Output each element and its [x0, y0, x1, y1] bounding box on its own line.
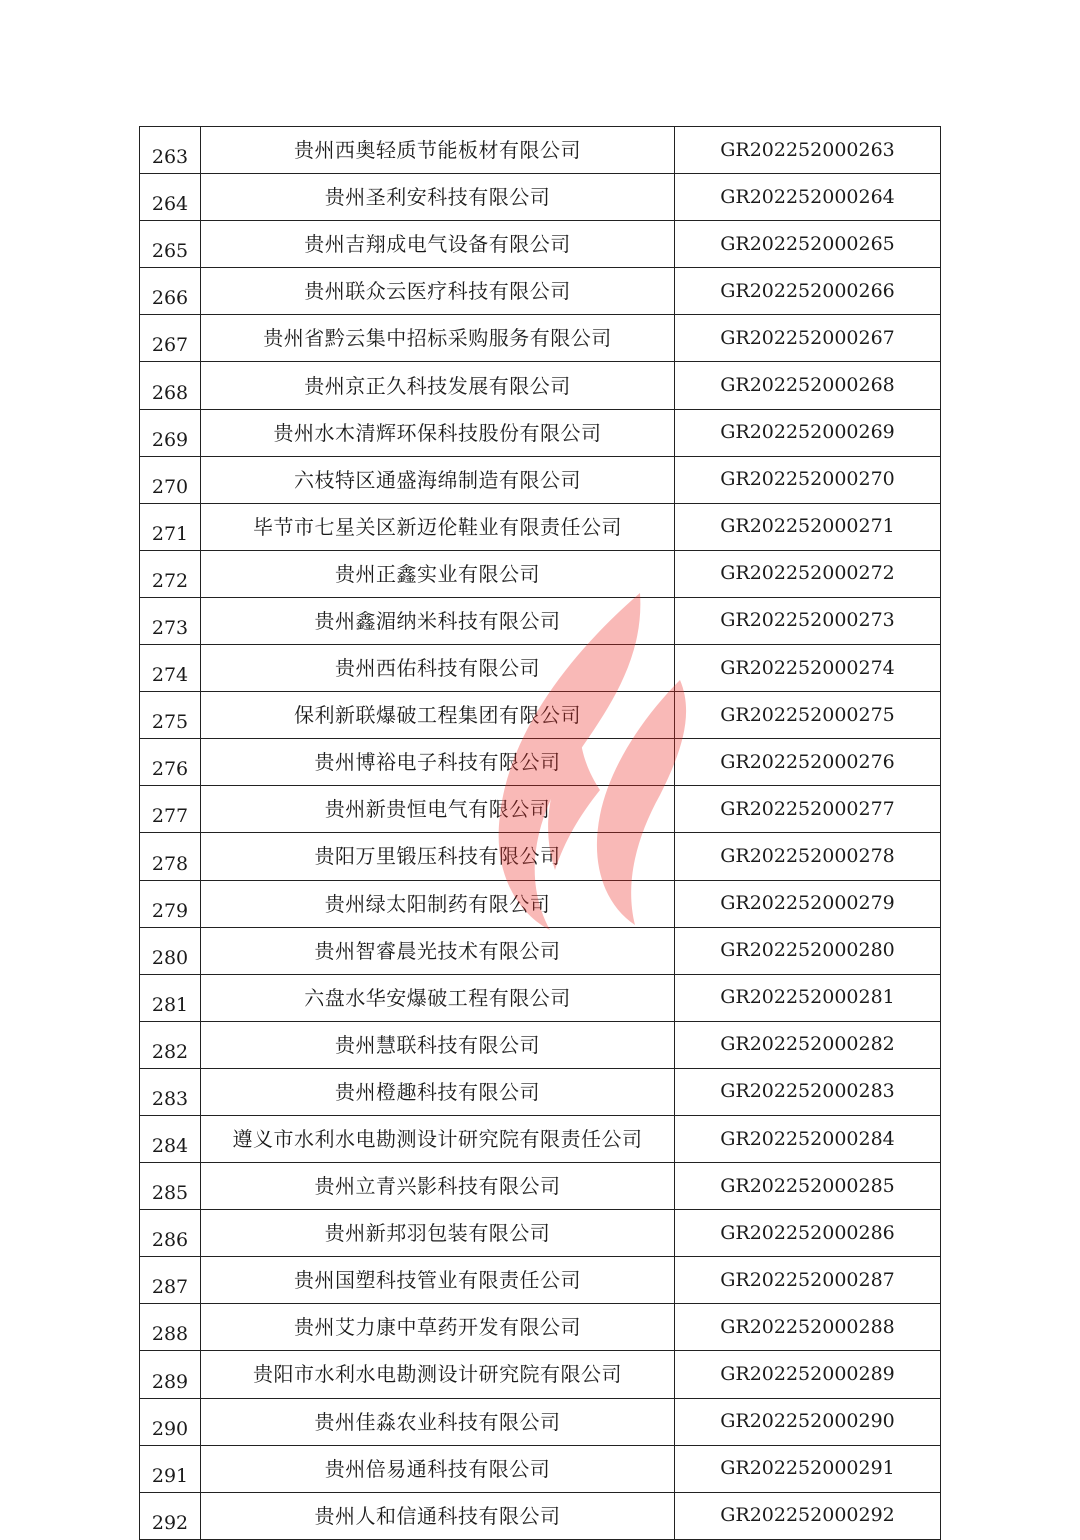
table-row	[140, 503, 941, 550]
company-name: 贵州京正久科技发展有限公司	[201, 362, 675, 409]
row-number: 273	[140, 597, 201, 644]
company-name: 贵州圣利安科技有限公司	[201, 174, 675, 221]
company-name: 贵阳市水利水电勘测设计研究院有限公司	[201, 1351, 675, 1398]
company-name: 贵州立青兴影科技有限公司	[201, 1163, 675, 1210]
table-row	[140, 739, 941, 786]
table-row	[140, 880, 941, 927]
row-number: 288	[140, 1304, 201, 1351]
row-number: 292	[140, 1492, 201, 1539]
table-row	[140, 409, 941, 456]
company-name: 贵州国塑科技管业有限责任公司	[201, 1257, 675, 1304]
certificate-number: GR202252000263	[675, 127, 941, 174]
company-name: 六盘水华安爆破工程有限公司	[201, 974, 675, 1021]
table-row	[140, 1210, 941, 1257]
row-number: 274	[140, 645, 201, 692]
row-number: 281	[140, 974, 201, 1021]
row-number: 276	[140, 739, 201, 786]
certificate-number: GR202252000290	[675, 1398, 941, 1445]
table-row	[140, 1163, 941, 1210]
certificate-number: GR202252000282	[675, 1021, 941, 1068]
table-row	[140, 1257, 941, 1304]
company-name: 贵州新贵恒电气有限公司	[201, 786, 675, 833]
company-name: 六枝特区通盛海绵制造有限公司	[201, 456, 675, 503]
row-number: 282	[140, 1021, 201, 1068]
table-row	[140, 692, 941, 739]
table-row	[140, 1351, 941, 1398]
row-number: 269	[140, 409, 201, 456]
company-name: 贵州联众云医疗科技有限公司	[201, 268, 675, 315]
table-row	[140, 1398, 941, 1445]
table-row	[140, 597, 941, 644]
company-name: 贵州绿太阳制药有限公司	[201, 880, 675, 927]
certificate-number: GR202252000274	[675, 645, 941, 692]
certificate-number: GR202252000265	[675, 221, 941, 268]
certificate-number: GR202252000285	[675, 1163, 941, 1210]
company-name: 贵州西奥轻质节能板材有限公司	[201, 127, 675, 174]
table-row	[140, 550, 941, 597]
table-row	[140, 1304, 941, 1351]
certificate-number: GR202252000279	[675, 880, 941, 927]
certificate-number: GR202252000283	[675, 1068, 941, 1115]
row-number: 278	[140, 833, 201, 880]
row-number: 286	[140, 1210, 201, 1257]
table-row	[140, 1068, 941, 1115]
company-name: 贵州博裕电子科技有限公司	[201, 739, 675, 786]
row-number: 268	[140, 362, 201, 409]
table-row	[140, 974, 941, 1021]
table-row	[140, 268, 941, 315]
certificate-number: GR202252000284	[675, 1115, 941, 1162]
row-number: 272	[140, 550, 201, 597]
certificate-number: GR202252000272	[675, 550, 941, 597]
table-row	[140, 1492, 941, 1539]
certificate-number: GR202252000281	[675, 974, 941, 1021]
row-number: 291	[140, 1445, 201, 1492]
table-row	[140, 456, 941, 503]
certificate-number: GR202252000280	[675, 927, 941, 974]
certificate-number: GR202252000287	[675, 1257, 941, 1304]
row-number: 289	[140, 1351, 201, 1398]
certificate-number: GR202252000266	[675, 268, 941, 315]
table-row	[140, 1115, 941, 1162]
certificate-number: GR202252000288	[675, 1304, 941, 1351]
certificate-number: GR202252000271	[675, 503, 941, 550]
company-name: 贵州鑫湄纳米科技有限公司	[201, 597, 675, 644]
table-row	[140, 1021, 941, 1068]
company-name: 贵州艾力康中草药开发有限公司	[201, 1304, 675, 1351]
row-number: 287	[140, 1257, 201, 1304]
company-name: 贵州新邦羽包装有限公司	[201, 1210, 675, 1257]
table-row	[140, 315, 941, 362]
table-row	[140, 362, 941, 409]
certificate-number: GR202252000273	[675, 597, 941, 644]
company-name: 贵州橙趣科技有限公司	[201, 1068, 675, 1115]
company-name: 贵州佳淼农业科技有限公司	[201, 1398, 675, 1445]
certificate-number: GR202252000268	[675, 362, 941, 409]
table-row	[140, 786, 941, 833]
certificate-number: GR202252000289	[675, 1351, 941, 1398]
enterprise-list-table	[139, 126, 941, 1540]
company-name: 贵州吉翔成电气设备有限公司	[201, 221, 675, 268]
row-number: 270	[140, 456, 201, 503]
certificate-number: GR202252000278	[675, 833, 941, 880]
certificate-number: GR202252000277	[675, 786, 941, 833]
table-row	[140, 127, 941, 174]
table-row	[140, 927, 941, 974]
company-name: 保利新联爆破工程集团有限公司	[201, 692, 675, 739]
certificate-number: GR202252000270	[675, 456, 941, 503]
company-name: 贵州西佑科技有限公司	[201, 645, 675, 692]
company-name: 贵州省黔云集中招标采购服务有限公司	[201, 315, 675, 362]
table-row	[140, 1445, 941, 1492]
row-number: 266	[140, 268, 201, 315]
row-number: 284	[140, 1115, 201, 1162]
company-name: 遵义市水利水电勘测设计研究院有限责任公司	[201, 1115, 675, 1162]
certificate-number: GR202252000264	[675, 174, 941, 221]
certificate-number: GR202252000275	[675, 692, 941, 739]
row-number: 271	[140, 503, 201, 550]
table-row	[140, 174, 941, 221]
certificate-number: GR202252000286	[675, 1210, 941, 1257]
table-row	[140, 645, 941, 692]
row-number: 285	[140, 1163, 201, 1210]
row-number: 279	[140, 880, 201, 927]
table-body	[140, 127, 941, 1540]
row-number: 277	[140, 786, 201, 833]
certificate-number: GR202252000267	[675, 315, 941, 362]
certificate-number: GR202252000291	[675, 1445, 941, 1492]
table-row	[140, 833, 941, 880]
certificate-number: GR202252000276	[675, 739, 941, 786]
row-number: 264	[140, 174, 201, 221]
company-name: 贵州智睿晨光技术有限公司	[201, 927, 675, 974]
row-number: 275	[140, 692, 201, 739]
row-number: 265	[140, 221, 201, 268]
company-name: 贵州水木清辉环保科技股份有限公司	[201, 409, 675, 456]
company-name: 贵州正鑫实业有限公司	[201, 550, 675, 597]
company-name: 毕节市七星关区新迈伦鞋业有限责任公司	[201, 503, 675, 550]
company-name: 贵州人和信通科技有限公司	[201, 1492, 675, 1539]
certificate-number: GR202252000269	[675, 409, 941, 456]
row-number: 280	[140, 927, 201, 974]
row-number: 290	[140, 1398, 201, 1445]
company-name: 贵州倍易通科技有限公司	[201, 1445, 675, 1492]
company-name: 贵州慧联科技有限公司	[201, 1021, 675, 1068]
table-row	[140, 221, 941, 268]
row-number: 283	[140, 1068, 201, 1115]
row-number: 267	[140, 315, 201, 362]
row-number: 263	[140, 127, 201, 174]
certificate-number: GR202252000292	[675, 1492, 941, 1539]
company-name: 贵阳万里锻压科技有限公司	[201, 833, 675, 880]
